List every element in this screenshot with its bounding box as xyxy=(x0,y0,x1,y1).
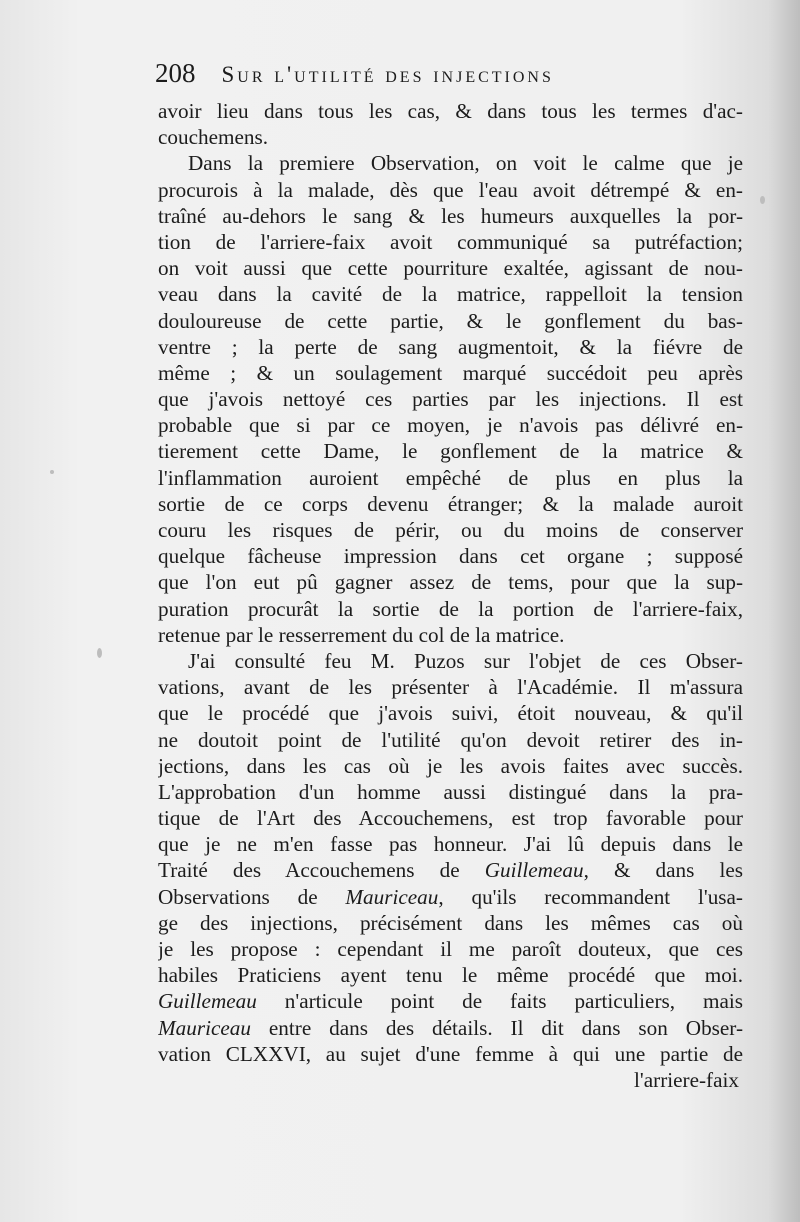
line-text: douloureuse de cette partie, & le gonflement du bas- xyxy=(158,308,743,333)
text-line xyxy=(158,412,743,438)
text-line xyxy=(158,700,743,726)
line-text-after: entre dans des détails. Il dit dans son Obser- xyxy=(250,1015,743,1040)
running-title: Sur l'utilité des injections xyxy=(221,62,554,87)
line-text: tique de l'Art des Accouchemens, est trop favorable pour xyxy=(158,806,743,831)
page-header xyxy=(155,58,745,89)
page-number: 208 xyxy=(155,58,196,88)
line-text: couru les risques de périr, ou du moins de conserver xyxy=(158,518,743,542)
line-text: ge des injections, précisément dans les mêmes cas où xyxy=(158,910,743,935)
text-line xyxy=(158,308,743,334)
text-line xyxy=(158,831,743,857)
line-text: retenue par le resserrement du col de la matrice. xyxy=(158,622,565,647)
text-line xyxy=(158,543,743,569)
italic-name: Guillemeau xyxy=(484,858,584,883)
line-text: que j'avois nettoyé ces parties par les injections. Il est xyxy=(158,387,743,412)
line-text: avoir lieu dans tous les cas, & dans tous les termes d'ac- xyxy=(158,99,743,123)
text-line xyxy=(158,229,743,255)
text-line xyxy=(158,203,743,229)
text-line xyxy=(158,98,743,124)
text-line xyxy=(158,1015,743,1041)
line-text: on voit aussi que cette pourriture exaltée, agissant de nou- xyxy=(158,256,743,281)
italic-name: Mauriceau xyxy=(345,884,439,909)
line-text: je les propose : cependant il me paroît douteux, que ces xyxy=(158,937,743,961)
line-text: ventre ; la perte de sang augmentoit, & la fiévre de xyxy=(158,334,743,359)
text-line xyxy=(158,753,743,779)
text-line xyxy=(158,124,743,150)
text-line xyxy=(158,150,743,176)
text-line xyxy=(158,360,743,386)
line-text: couchemens. xyxy=(158,125,269,150)
text-line xyxy=(158,1041,743,1067)
line-text: que le procédé que j'avois suivi, étoit nouveau, & qu'il xyxy=(158,701,743,726)
line-text: J'ai consulté feu M. Puzos sur l'objet de ces Obser- xyxy=(188,648,743,673)
line-text-after: n'articule point de faits particuliers, mais xyxy=(256,989,743,1014)
line-text: vation CLXXVI, au sujet d'une femme à qui une partie de xyxy=(158,1041,743,1066)
text-line xyxy=(158,386,743,412)
text-line xyxy=(158,596,743,622)
text-line xyxy=(158,569,743,595)
text-line xyxy=(158,962,743,988)
text-line xyxy=(158,936,743,962)
line-text: procurois à la malade, dès que l'eau avoit détrempé & en- xyxy=(158,177,743,202)
text-line xyxy=(158,465,743,491)
line-text: l'inflammation auroient empêché de plus en plus la xyxy=(158,465,743,490)
text-line xyxy=(158,857,743,883)
line-text: ne doutoit point de l'utilité qu'on devoit retirer des in- xyxy=(158,727,743,752)
line-text: Traité des Accouchemens de xyxy=(158,858,485,883)
body-text xyxy=(158,98,743,1093)
text-line xyxy=(158,491,743,517)
line-text: puration procurât la sortie de la portion de l'arriere-faix, xyxy=(158,596,743,621)
text-line xyxy=(158,884,743,910)
text-line xyxy=(158,805,743,831)
line-text: probable que si par ce moyen, je n'avois pas délivré en- xyxy=(158,413,743,438)
text-line xyxy=(158,438,743,464)
line-text-after: , & dans les xyxy=(583,858,743,883)
ink-speck xyxy=(97,648,102,658)
italic-name: Guillemeau xyxy=(158,989,257,1014)
line-text: jections, dans les cas où je les avois faites avec succès. xyxy=(158,753,743,778)
text-line xyxy=(158,674,743,700)
line-text: Observations de xyxy=(158,884,346,909)
line-text: tion de l'arriere-faix avoit communiqué sa putréfaction; xyxy=(158,229,743,254)
line-text-after: , qu'ils recommandent l'usa- xyxy=(438,884,743,909)
line-text: veau dans la cavité de la matrice, rappelloit la tension xyxy=(158,282,743,307)
line-text: vations, avant de les présenter à l'Académie. Il m'assura xyxy=(158,675,743,700)
text-line xyxy=(158,648,743,674)
text-line xyxy=(158,517,743,543)
line-text: tierement cette Dame, le gonflement de la matrice & xyxy=(158,439,743,464)
line-text: même ; & un soulagement marqué succédoit peu après xyxy=(158,360,743,385)
text-line xyxy=(158,779,743,805)
text-line xyxy=(158,988,743,1014)
line-text: Dans la premiere Observation, on voit le calme que je xyxy=(188,151,743,176)
line-text: sortie de ce corps devenu étranger; & la malade auroit xyxy=(158,491,743,516)
text-line xyxy=(158,177,743,203)
ink-speck xyxy=(760,196,765,204)
text-line xyxy=(158,727,743,753)
line-text: l'arriere-faix xyxy=(634,1067,739,1092)
line-text: habiles Praticiens ayent tenu le même procédé que moi. xyxy=(158,963,743,988)
text-line xyxy=(158,910,743,936)
line-text: traîné au-dehors le sang & les humeurs auxquelles la por- xyxy=(158,203,743,228)
text-line xyxy=(158,622,743,648)
line-text: que l'on eut pû gagner assez de tems, pour que la sup- xyxy=(158,570,743,595)
italic-name: Mauriceau xyxy=(158,1015,251,1040)
text-line xyxy=(158,281,743,307)
text-line xyxy=(158,334,743,360)
line-text: L'approbation d'un homme aussi distingué dans la pra- xyxy=(158,779,743,804)
ink-speck xyxy=(50,470,54,474)
line-text: quelque fâcheuse impression dans cet organe ; supposé xyxy=(158,544,743,569)
line-text: que je ne m'en fasse pas honneur. J'ai lû depuis dans le xyxy=(158,832,743,857)
text-line xyxy=(158,255,743,281)
text-line xyxy=(158,1067,743,1093)
